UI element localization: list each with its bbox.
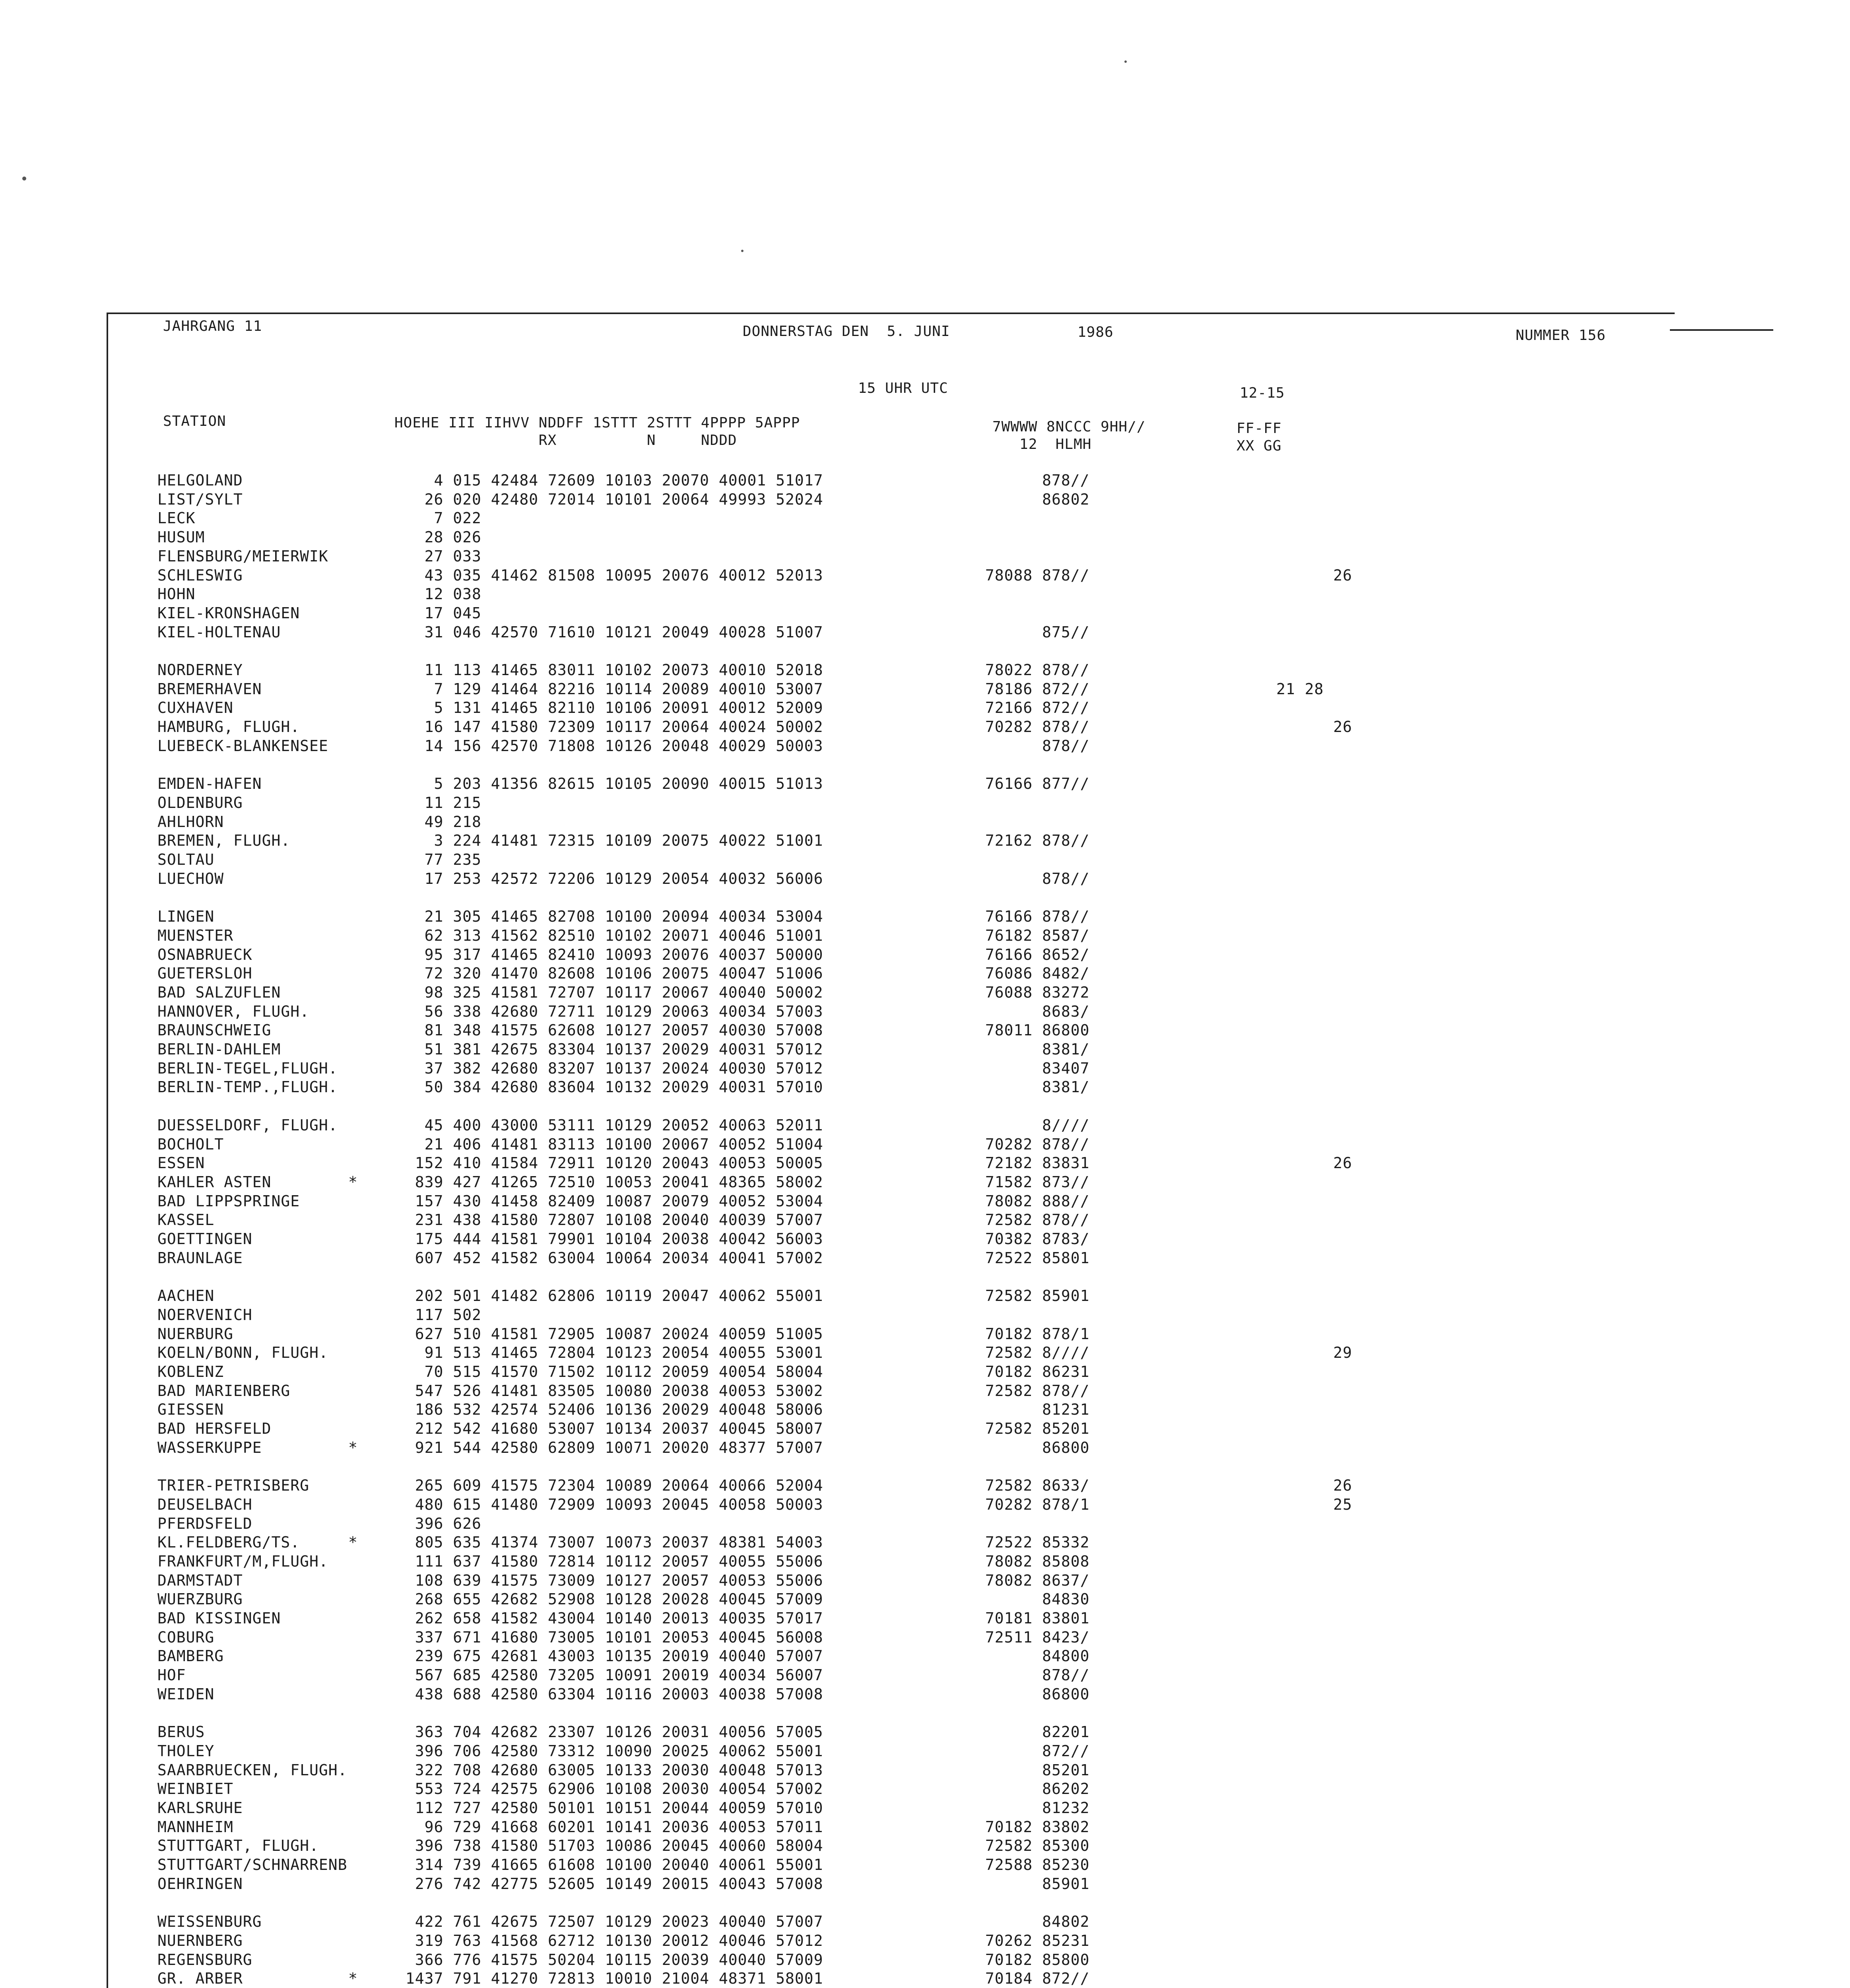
synop-values: 5 131 41465 82110 10106 20091 40012 52009 (396, 699, 823, 716)
wind-gust: 26 (1276, 718, 1353, 736)
weather-group: 8//// (976, 1116, 1090, 1134)
synop-values: 337 671 41680 73005 10101 20053 40045 56008 (396, 1629, 823, 1646)
station-name: KL.FELDBERG/TS. (157, 1534, 300, 1551)
mountain-marker: * (348, 1534, 358, 1551)
synop-values: 98 325 41581 72707 10117 20067 40040 50002 (396, 984, 823, 1001)
wind-gust: 21 28 (1276, 680, 1324, 698)
station-name: WASSERKUPPE (157, 1439, 262, 1456)
synop-values: 396 706 42580 73312 10090 20025 40062 55001 (396, 1742, 823, 1760)
weather-group: 72582 85300 (976, 1837, 1090, 1854)
synop-values: 49 218 (396, 813, 481, 831)
station-name: GOETTINGEN (157, 1230, 252, 1248)
station-header: STATION (163, 413, 226, 429)
synop-values: 77 235 (396, 851, 481, 868)
code-header-line2: RX N NDDD (394, 432, 737, 448)
synop-values: 70 515 41570 71502 10112 20059 40054 58004 (396, 1363, 823, 1380)
wind-gust: 26 (1276, 567, 1353, 584)
station-name: STUTTGART/SCHNARRENB (157, 1856, 347, 1873)
weather-group: 72182 83831 (976, 1154, 1090, 1172)
synop-values: 45 400 43000 53111 10129 20052 40063 52011 (396, 1116, 823, 1134)
station-name: HAMBURG, FLUGH. (157, 718, 300, 736)
station-name: BREMEN, FLUGH. (157, 832, 291, 849)
frame-rule (1670, 329, 1773, 331)
synop-values: 322 708 42680 63005 10133 20030 40048 57013 (396, 1761, 823, 1779)
synop-values: 16 147 41580 72309 10117 20064 40024 50002 (396, 718, 823, 736)
station-name: LECK (157, 509, 196, 527)
station-name: KIEL-HOLTENAU (157, 623, 281, 641)
weather-group: 81231 (976, 1401, 1090, 1418)
station-name: WEINBIET (157, 1780, 234, 1798)
weather-group: 86202 (976, 1780, 1090, 1798)
station-name: HUSUM (157, 528, 205, 546)
synop-values: 239 675 42681 43003 10135 20019 40040 57007 (396, 1647, 823, 1665)
synop-values: 62 313 41562 82510 10102 20071 40046 51001 (396, 927, 823, 944)
weather-group: 878// (976, 870, 1090, 887)
page-frame (107, 313, 1675, 1988)
synop-values: 547 526 41481 83505 10080 20038 40053 53002 (396, 1382, 823, 1400)
station-name: AACHEN (157, 1287, 215, 1305)
station-name: HELGOLAND (157, 472, 243, 489)
weather-group: 78022 878// (976, 661, 1090, 679)
station-name: WUERZBURG (157, 1590, 243, 1608)
synop-values: 81 348 41575 62608 10127 20057 40030 57008 (396, 1021, 823, 1039)
weather-group: 84802 (976, 1913, 1090, 1930)
synop-values: 72 320 41470 82608 10106 20075 40047 51006 (396, 965, 823, 982)
wind-header-line2: XX GG (1237, 438, 1282, 454)
station-name: KIEL-KRONSHAGEN (157, 604, 300, 622)
synop-values: 37 382 42680 83207 10137 20024 40030 57012 (396, 1060, 823, 1077)
synop-values: 27 033 (396, 547, 481, 565)
synop-values: 28 026 (396, 528, 481, 546)
weather-group: 872// (976, 1742, 1090, 1760)
weather-group: 72582 8633/ (976, 1477, 1090, 1494)
weather-group: 86802 (976, 491, 1090, 508)
station-name: DARMSTADT (157, 1572, 243, 1589)
synop-values: 111 637 41580 72814 10112 20057 40055 55006 (396, 1553, 823, 1570)
station-name: WEISSENBURG (157, 1913, 262, 1930)
station-name: BRAUNSCHWEIG (157, 1021, 272, 1039)
station-name: STUTTGART, FLUGH. (157, 1837, 319, 1854)
synop-values: 96 729 41668 60201 10141 20036 40053 57011 (396, 1818, 823, 1836)
weather-group: 76088 83272 (976, 984, 1090, 1001)
weather-group: 8381/ (976, 1078, 1090, 1096)
synop-values: 186 532 42574 52406 10136 20029 40048 58006 (396, 1401, 823, 1418)
station-name: HOHN (157, 585, 196, 603)
weather-group: 72511 8423/ (976, 1629, 1090, 1646)
code-header-line1: HOEHE III IIHVV NDDFF 1STTT 2STTT 4PPPP 5APPP (394, 415, 800, 431)
station-name: WEIDEN (157, 1685, 215, 1703)
synop-values: 152 410 41584 72911 10120 20043 40053 50005 (396, 1154, 823, 1172)
wind-gust: 25 (1276, 1496, 1353, 1513)
weather-group: 72582 878// (976, 1211, 1090, 1229)
weather-group: 878// (976, 472, 1090, 489)
station-name: BAMBERG (157, 1647, 224, 1665)
station-name: BAD SALZUFLEN (157, 984, 281, 1001)
wind-gust: 26 (1276, 1477, 1353, 1494)
synop-values: 95 317 41465 82410 10093 20076 40037 50000 (396, 946, 823, 963)
weather-group: 78082 85808 (976, 1553, 1090, 1570)
weather-group: 72582 878// (976, 1382, 1090, 1400)
weather-group: 72522 85332 (976, 1534, 1090, 1551)
weather-group: 85201 (976, 1761, 1090, 1779)
synop-values: 12 038 (396, 585, 481, 603)
weather-group: 70182 85800 (976, 1951, 1090, 1969)
station-name: SOLTAU (157, 851, 215, 868)
synop-values: 56 338 42680 72711 10129 20063 40034 57003 (396, 1003, 823, 1020)
mountain-marker: * (348, 1173, 358, 1191)
weather-group: 78088 878// (976, 567, 1090, 584)
station-name: BERLIN-TEGEL,FLUGH. (157, 1060, 338, 1077)
date-label: DONNERSTAG DEN 5. JUNI (743, 323, 950, 340)
weather-group: 70181 83801 (976, 1609, 1090, 1627)
station-name: BAD LIPPSPRINGE (157, 1192, 300, 1210)
station-name: BAD HERSFELD (157, 1420, 272, 1437)
mountain-marker: * (348, 1439, 358, 1456)
station-name: NOERVENICH (157, 1306, 252, 1324)
station-name: DUESSELDORF, FLUGH. (157, 1116, 338, 1134)
synop-values: 553 724 42575 62906 10108 20030 40054 57002 (396, 1780, 823, 1798)
weather-group: 72582 8//// (976, 1344, 1090, 1361)
station-name: LUECHOW (157, 870, 224, 887)
station-name: BAD MARIENBERG (157, 1382, 291, 1400)
synop-values: 11 113 41465 83011 10102 20073 40010 52018 (396, 661, 823, 679)
station-name: FRANKFURT/M,FLUGH. (157, 1553, 328, 1570)
station-name: LIST/SYLT (157, 491, 243, 508)
wind-header-line1: FF-FF (1237, 420, 1282, 437)
weather-group: 70262 85231 (976, 1932, 1090, 1949)
weather-group: 84830 (976, 1590, 1090, 1608)
station-name: EMDEN-HAFEN (157, 775, 262, 792)
synop-values: 480 615 41480 72909 10093 20045 40058 50003 (396, 1496, 823, 1513)
station-name: THOLEY (157, 1742, 215, 1760)
weather-group: 70282 878// (976, 718, 1090, 736)
station-name: NORDERNEY (157, 661, 243, 679)
station-name: KAHLER ASTEN (157, 1173, 272, 1191)
synop-values: 805 635 41374 73007 10073 20037 48381 54003 (396, 1534, 823, 1551)
weather-group: 86800 (976, 1439, 1090, 1456)
synop-values: 268 655 42682 52908 10128 20028 40045 57009 (396, 1590, 823, 1608)
station-name: GIESSEN (157, 1401, 224, 1418)
synop-values: 607 452 41582 63004 10064 20034 40041 57002 (396, 1249, 823, 1267)
weather-group: 76166 878// (976, 908, 1090, 925)
observation-time: 15 UHR UTC (858, 380, 948, 396)
station-name: KOBLENZ (157, 1363, 224, 1380)
station-name: MANNHEIM (157, 1818, 234, 1836)
station-name: HOF (157, 1666, 186, 1684)
station-name: OEHRINGEN (157, 1875, 243, 1893)
weather-group: 86800 (976, 1685, 1090, 1703)
synop-values: 319 763 41568 62712 10130 20012 40046 57012 (396, 1932, 823, 1949)
weather-group: 84800 (976, 1647, 1090, 1665)
weather-header-line1: 7WWWW 8NCCC 9HH// (992, 419, 1146, 435)
synop-values: 7 022 (396, 509, 481, 527)
synop-values: 265 609 41575 72304 10089 20064 40066 52004 (396, 1477, 823, 1494)
scan-speck (22, 177, 26, 181)
synop-values: 422 761 42675 72507 10129 20023 40040 57007 (396, 1913, 823, 1930)
weather-group: 78082 8637/ (976, 1572, 1090, 1589)
weather-group: 70282 878// (976, 1136, 1090, 1153)
weather-group: 8683/ (976, 1003, 1090, 1020)
station-name: BERLIN-TEMP.,FLUGH. (157, 1078, 338, 1096)
weather-group: 72582 85901 (976, 1287, 1090, 1305)
weather-group: 70182 83802 (976, 1818, 1090, 1836)
station-name: SCHLESWIG (157, 567, 243, 584)
weather-group: 78011 86800 (976, 1021, 1090, 1039)
synop-values: 31 046 42570 71610 10121 20049 40028 51007 (396, 623, 823, 641)
synop-values: 117 502 (396, 1306, 481, 1324)
station-name: BREMERHAVEN (157, 680, 262, 698)
synop-values: 51 381 42675 83304 10137 20029 40031 57012 (396, 1041, 823, 1058)
synop-values: 21 406 41481 83113 10100 20067 40052 51004 (396, 1136, 823, 1153)
weather-group: 72522 85801 (976, 1249, 1090, 1267)
station-name: HANNOVER, FLUGH. (157, 1003, 310, 1020)
station-name: BAD KISSINGEN (157, 1609, 281, 1627)
station-name: CUXHAVEN (157, 699, 234, 716)
synop-values: 11 215 (396, 794, 481, 812)
scan-speck (1124, 60, 1127, 63)
weather-group: 70282 878/1 (976, 1496, 1090, 1513)
station-name: SAARBRUECKEN, FLUGH. (157, 1761, 347, 1779)
synop-values: 14 156 42570 71808 10126 20048 40029 50003 (396, 737, 823, 755)
station-name: NUERNBERG (157, 1932, 243, 1949)
weather-group: 72588 85230 (976, 1856, 1090, 1873)
scan-speck (741, 250, 743, 252)
synop-values: 921 544 42580 62809 10071 20020 48377 57007 (396, 1439, 823, 1456)
weather-group: 76166 8652/ (976, 946, 1090, 963)
weather-group: 878// (976, 737, 1090, 755)
station-name: GUETERSLOH (157, 965, 252, 982)
station-name: PFERDSFELD (157, 1515, 252, 1532)
weather-group: 70184 872// (976, 1970, 1090, 1987)
weather-header-line2: 12 HLMH (992, 436, 1092, 452)
station-name: ESSEN (157, 1154, 205, 1172)
station-name: LUEBECK-BLANKENSEE (157, 737, 328, 755)
weather-group: 8381/ (976, 1041, 1090, 1058)
station-name: OLDENBURG (157, 794, 243, 812)
weather-group: 78082 888// (976, 1192, 1090, 1210)
weather-group: 875// (976, 623, 1090, 641)
station-name: BERUS (157, 1723, 205, 1741)
weather-group: 76166 877// (976, 775, 1090, 792)
synop-values: 26 020 42480 72014 10101 20064 49993 52024 (396, 491, 823, 508)
weather-group: 85901 (976, 1875, 1090, 1893)
synop-values: 17 253 42572 72206 10129 20054 40032 56006 (396, 870, 823, 887)
weather-group: 76086 8482/ (976, 965, 1090, 982)
weather-group: 70182 878/1 (976, 1325, 1090, 1343)
station-name: FLENSBURG/MEIERWIK (157, 547, 328, 565)
synop-values: 3 224 41481 72315 10109 20075 40022 51001 (396, 832, 823, 849)
synop-values: 567 685 42580 73205 10091 20019 40034 56007 (396, 1666, 823, 1684)
station-name: NUERBURG (157, 1325, 234, 1343)
synop-values: 231 438 41580 72807 10108 20040 40039 57007 (396, 1211, 823, 1229)
weather-group: 78186 872// (976, 680, 1090, 698)
weather-group: 878// (976, 1666, 1090, 1684)
issue-number: NUMMER 156 (1516, 327, 1606, 344)
synop-values: 112 727 42580 50101 10151 20044 40059 57010 (396, 1799, 823, 1817)
synop-values: 17 045 (396, 604, 481, 622)
synop-values: 175 444 41581 79901 10104 20038 40042 56003 (396, 1230, 823, 1248)
synop-values: 91 513 41465 72804 10123 20054 40055 53001 (396, 1344, 823, 1361)
weather-group: 70382 8783/ (976, 1230, 1090, 1248)
synop-values: 1437 791 41270 72813 10010 21004 48371 58001 (396, 1970, 823, 1987)
synop-values: 7 129 41464 82216 10114 20089 40010 53007 (396, 680, 823, 698)
synop-values: 4 015 42484 72609 10103 20070 40001 51017 (396, 472, 823, 489)
station-name: BERLIN-DAHLEM (157, 1041, 281, 1058)
station-name: KOELN/BONN, FLUGH. (157, 1344, 328, 1361)
weather-group: 72162 878// (976, 832, 1090, 849)
weather-group: 81232 (976, 1799, 1090, 1817)
station-name: COBURG (157, 1629, 215, 1646)
weather-group: 71582 873// (976, 1173, 1090, 1191)
period-label: 12-15 (1240, 385, 1285, 401)
synop-values: 202 501 41482 62806 10119 20047 40062 55001 (396, 1287, 823, 1305)
station-name: KARLSRUHE (157, 1799, 243, 1817)
synop-values: 212 542 41680 53007 10134 20037 40045 58007 (396, 1420, 823, 1437)
synop-values: 262 658 41582 43004 10140 20013 40035 57017 (396, 1609, 823, 1627)
synop-values: 157 430 41458 82409 10087 20079 40052 53004 (396, 1192, 823, 1210)
synop-values: 276 742 42775 52605 10149 20015 40043 57008 (396, 1875, 823, 1893)
station-name: REGENSBURG (157, 1951, 252, 1969)
weather-group: 83407 (976, 1060, 1090, 1077)
station-name: BOCHOLT (157, 1136, 224, 1153)
station-name: LINGEN (157, 908, 215, 925)
synop-values: 396 626 (396, 1515, 481, 1532)
station-name: GR. ARBER (157, 1970, 243, 1987)
synop-values: 363 704 42682 23307 10126 20031 40056 57005 (396, 1723, 823, 1741)
weather-group: 70182 86231 (976, 1363, 1090, 1380)
synop-values: 50 384 42680 83604 10132 20029 40031 57010 (396, 1078, 823, 1096)
station-name: TRIER-PETRISBERG (157, 1477, 310, 1494)
weather-group: 82201 (976, 1723, 1090, 1741)
station-name: AHLHORN (157, 813, 224, 831)
station-name: DEUSELBACH (157, 1496, 252, 1513)
weather-group: 76182 8587/ (976, 927, 1090, 944)
synop-values: 21 305 41465 82708 10100 20094 40034 53004 (396, 908, 823, 925)
volume-label: JAHRGANG 11 (163, 318, 262, 334)
station-name: KASSEL (157, 1211, 215, 1229)
synop-values: 314 739 41665 61608 10100 20040 40061 55001 (396, 1856, 823, 1873)
synop-values: 108 639 41575 73009 10127 20057 40053 55006 (396, 1572, 823, 1589)
synop-values: 43 035 41462 81508 10095 20076 40012 52013 (396, 567, 823, 584)
weather-group: 72582 85201 (976, 1420, 1090, 1437)
synop-values: 438 688 42580 63304 10116 20003 40038 57008 (396, 1685, 823, 1703)
station-name: BRAUNLAGE (157, 1249, 243, 1267)
station-name: MUENSTER (157, 927, 234, 944)
synop-values: 5 203 41356 82615 10105 20090 40015 51013 (396, 775, 823, 792)
weather-group: 72166 872// (976, 699, 1090, 716)
synop-values: 839 427 41265 72510 10053 20041 48365 58002 (396, 1173, 823, 1191)
synop-values: 627 510 41581 72905 10087 20024 40059 51005 (396, 1325, 823, 1343)
station-name: OSNABRUECK (157, 946, 252, 963)
wind-gust: 26 (1276, 1154, 1353, 1172)
synop-values: 396 738 41580 51703 10086 20045 40060 58004 (396, 1837, 823, 1854)
mountain-marker: * (348, 1970, 358, 1987)
year-label: 1986 (1077, 324, 1114, 340)
synop-values: 366 776 41575 50204 10115 20039 40040 57009 (396, 1951, 823, 1969)
wind-gust: 29 (1276, 1344, 1353, 1361)
